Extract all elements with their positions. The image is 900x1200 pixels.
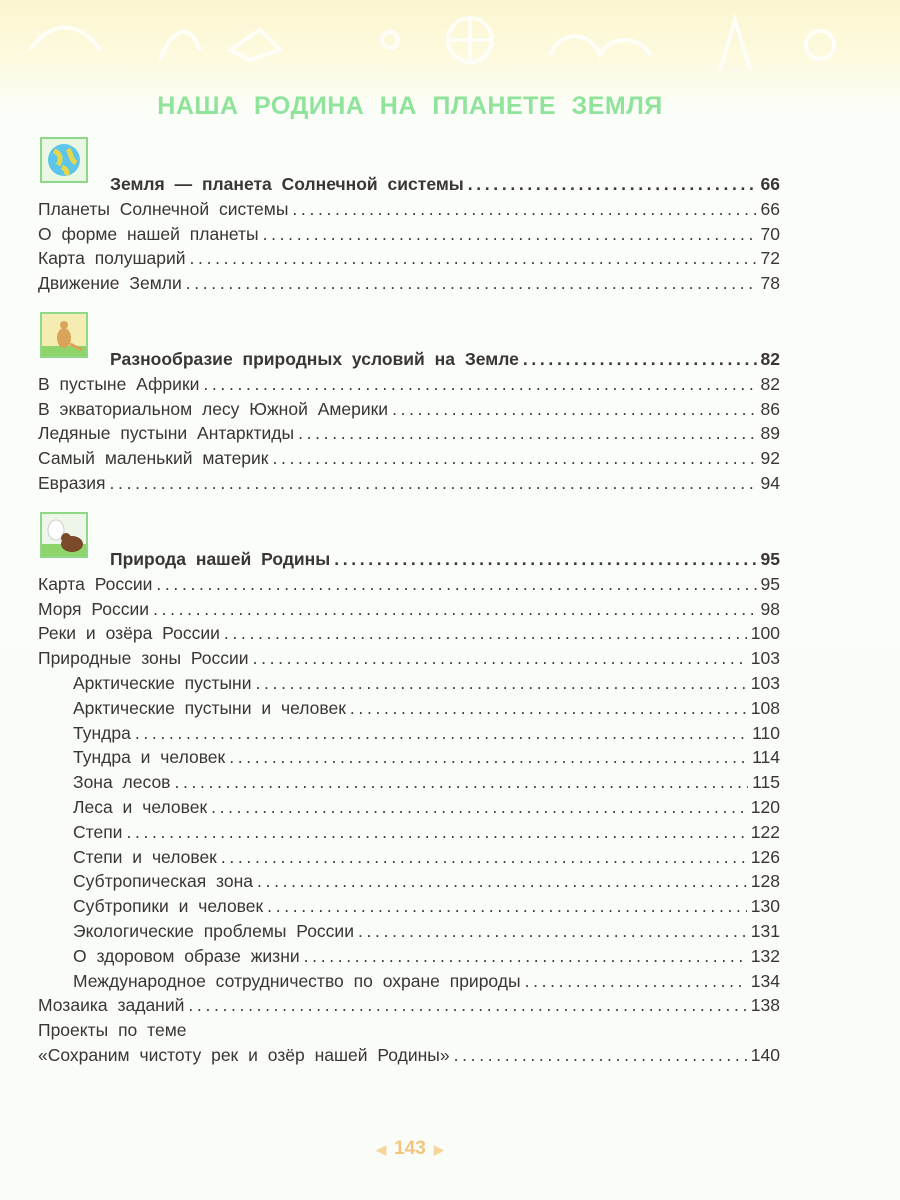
toc-entry-page: 103 [750, 648, 780, 669]
toc-entry-label: Степи [73, 821, 123, 842]
toc-entry [73, 695, 780, 719]
toc-entry [38, 420, 780, 444]
dot-leader [256, 672, 747, 694]
page-number [0, 1138, 820, 1160]
toc-entry [38, 396, 780, 420]
toc-entry-label: О здоровом образе жизни [73, 945, 300, 966]
toc-entry-page: 108 [750, 697, 780, 718]
toc-entry-label: Евразия [38, 473, 106, 493]
dot-leader [334, 548, 756, 570]
dot-leader [186, 272, 757, 294]
dot-leader [523, 348, 757, 370]
dot-leader [263, 223, 757, 245]
dot-leader [156, 573, 756, 595]
kangaroo-icon [40, 312, 88, 358]
toc-entry-label: Природа нашей Родины [110, 549, 331, 569]
toc-entry-page: 140 [750, 1045, 780, 1065]
toc-entry [38, 270, 780, 294]
arrow-left-icon: ◀ [376, 1142, 387, 1157]
toc-entry-label: Ледяные пустыни Антарктиды [38, 423, 295, 444]
toc-entry-label: Зона лесов [73, 772, 171, 793]
toc-entry-label: Международное сотрудничество по охране природы [73, 970, 521, 991]
toc-entry-page: 130 [750, 896, 780, 917]
toc-entry-label: В пустыне Африки [38, 373, 200, 394]
toc-entry-label: Движение Земли [38, 273, 182, 294]
dot-leader [267, 895, 747, 917]
toc-entry-page: 86 [760, 398, 780, 419]
toc-entry-page: 66 [760, 174, 780, 194]
toc-entry [73, 868, 780, 892]
dot-leader [292, 198, 756, 220]
toc-entry-label: Мозаика заданий [38, 995, 185, 1016]
toc-entry [73, 918, 780, 942]
toc-entry [110, 171, 780, 195]
toc-entry [73, 744, 780, 768]
dot-leader [454, 1044, 747, 1066]
dot-leader [525, 970, 747, 992]
toc-entry [73, 893, 780, 917]
dot-leader [126, 821, 746, 843]
toc-entry-page: 110 [752, 722, 780, 743]
toc-entry-page: 128 [750, 871, 780, 892]
toc-entry-label: Карта полушарий [38, 248, 186, 269]
toc-entry-page: 122 [750, 821, 780, 842]
toc-entry [110, 346, 780, 370]
toc-entry-label: Планеты Солнечной системы [38, 198, 289, 219]
toc-entry [73, 844, 780, 868]
bears-icon [40, 512, 88, 558]
toc-entry-page: 95 [760, 549, 780, 569]
toc-entry-label: Реки и озёра России [38, 623, 220, 644]
toc-entry-page: 103 [750, 673, 780, 693]
toc-entry-page: 138 [750, 995, 780, 1016]
toc-entry-label: Субтропики и человек [73, 896, 264, 917]
dot-leader [392, 398, 756, 420]
toc-entry-label: Природные зоны России [38, 648, 249, 669]
toc-entry-page: 131 [750, 921, 780, 941]
header-decoration [0, 0, 900, 90]
toc-entry-label: Тундра [73, 722, 131, 743]
dot-leader [174, 771, 748, 793]
toc-entry [73, 670, 780, 694]
toc-entry-page: 134 [750, 970, 780, 991]
toc-entry-page: 78 [760, 273, 780, 294]
toc-entry [73, 943, 780, 967]
toc-entry-page: 94 [760, 473, 780, 493]
dot-leader [135, 722, 748, 744]
dot-leader [358, 920, 747, 942]
toc-entry-label: Разнообразие природных условий на Земле [110, 349, 519, 369]
toc-entry [38, 596, 780, 620]
toc-section [38, 312, 780, 493]
toc-entry [38, 445, 780, 469]
toc-section [38, 512, 780, 1065]
toc-entry [38, 992, 780, 1016]
toc-entry-page: 114 [752, 747, 780, 768]
dot-leader [188, 994, 746, 1016]
toc-entry [38, 1017, 780, 1041]
page-title: НАША РОДИНА НА ПЛАНЕТЕ ЗЕМЛЯ [157, 92, 663, 120]
toc-entry [38, 221, 780, 245]
toc-entry [73, 720, 780, 744]
toc-entry-label: Моря России [38, 598, 150, 619]
dot-leader [253, 647, 747, 669]
toc-entry-label: Самый маленький материк [38, 448, 269, 469]
toc-entry-page: 82 [760, 349, 780, 369]
dot-leader [221, 846, 747, 868]
dot-leader [190, 247, 757, 269]
toc-entry [73, 819, 780, 843]
toc-entry-page: 72 [760, 248, 780, 269]
dot-leader [304, 945, 747, 967]
toc-entry [38, 470, 780, 494]
toc-entry-label: Экологические проблемы России [73, 921, 354, 941]
globe-icon [40, 137, 88, 183]
page-number-text: 143 [394, 1138, 426, 1159]
toc-entry-page: 89 [760, 423, 780, 444]
toc-section [38, 137, 780, 294]
dot-leader [153, 598, 756, 620]
toc-entry [110, 546, 780, 570]
toc-entry-page: 70 [760, 223, 780, 244]
toc-entry-page: 100 [750, 623, 780, 644]
toc-entry-label: Карта России [38, 573, 153, 594]
toc-entry [73, 968, 780, 992]
toc-entry-label: Степи и человек [73, 846, 217, 867]
dot-leader [350, 697, 747, 719]
toc-entry [38, 645, 780, 669]
dot-leader [211, 796, 747, 818]
dot-leader [203, 373, 756, 395]
toc-entry-label: В экваториальном лесу Южной Америки [38, 398, 389, 419]
dot-leader [229, 746, 748, 768]
toc-entry [38, 1042, 780, 1066]
toc-entry-label: Земля — планета Солнечной системы [110, 174, 464, 194]
arrow-right-icon: ▶ [433, 1142, 444, 1157]
dot-leader [110, 472, 757, 494]
toc-entry [38, 196, 780, 220]
dot-leader [298, 422, 756, 444]
dot-leader [224, 622, 747, 644]
toc-entry [38, 571, 780, 595]
toc-entry-label: О форме нашей планеты [38, 223, 259, 244]
toc-entry-page: 132 [750, 945, 780, 966]
toc-entry-page: 66 [760, 198, 780, 219]
toc-entry-page: 82 [760, 373, 780, 394]
toc-entry-label: Леса и человек [73, 797, 208, 817]
toc-entry-page: 92 [760, 448, 780, 469]
toc-entry-label: Субтропическая зона [73, 871, 254, 892]
toc-entry [73, 769, 780, 793]
toc-entry [38, 371, 780, 395]
toc-entry-page: 115 [752, 772, 780, 793]
dot-leader [468, 173, 757, 195]
toc-entry-label: «Сохраним чистоту рек и озёр нашей Родины» [38, 1045, 450, 1065]
dot-leader [272, 447, 756, 469]
toc-entry [38, 620, 780, 644]
toc-entry-label: Арктические пустыни [73, 673, 252, 693]
toc-entry [38, 245, 780, 269]
toc-entry [73, 794, 780, 818]
dot-leader [257, 870, 747, 892]
toc-entry-label: Тундра и человек [73, 747, 226, 768]
toc-entry-page: 95 [760, 573, 780, 594]
toc-entry-page: 126 [750, 846, 780, 867]
toc-entry-label: Арктические пустыни и человек [73, 697, 346, 718]
toc-entry-page: 120 [750, 797, 780, 817]
toc-entry-label: Проекты по теме [38, 1020, 187, 1041]
toc-entry-page: 98 [760, 598, 780, 619]
